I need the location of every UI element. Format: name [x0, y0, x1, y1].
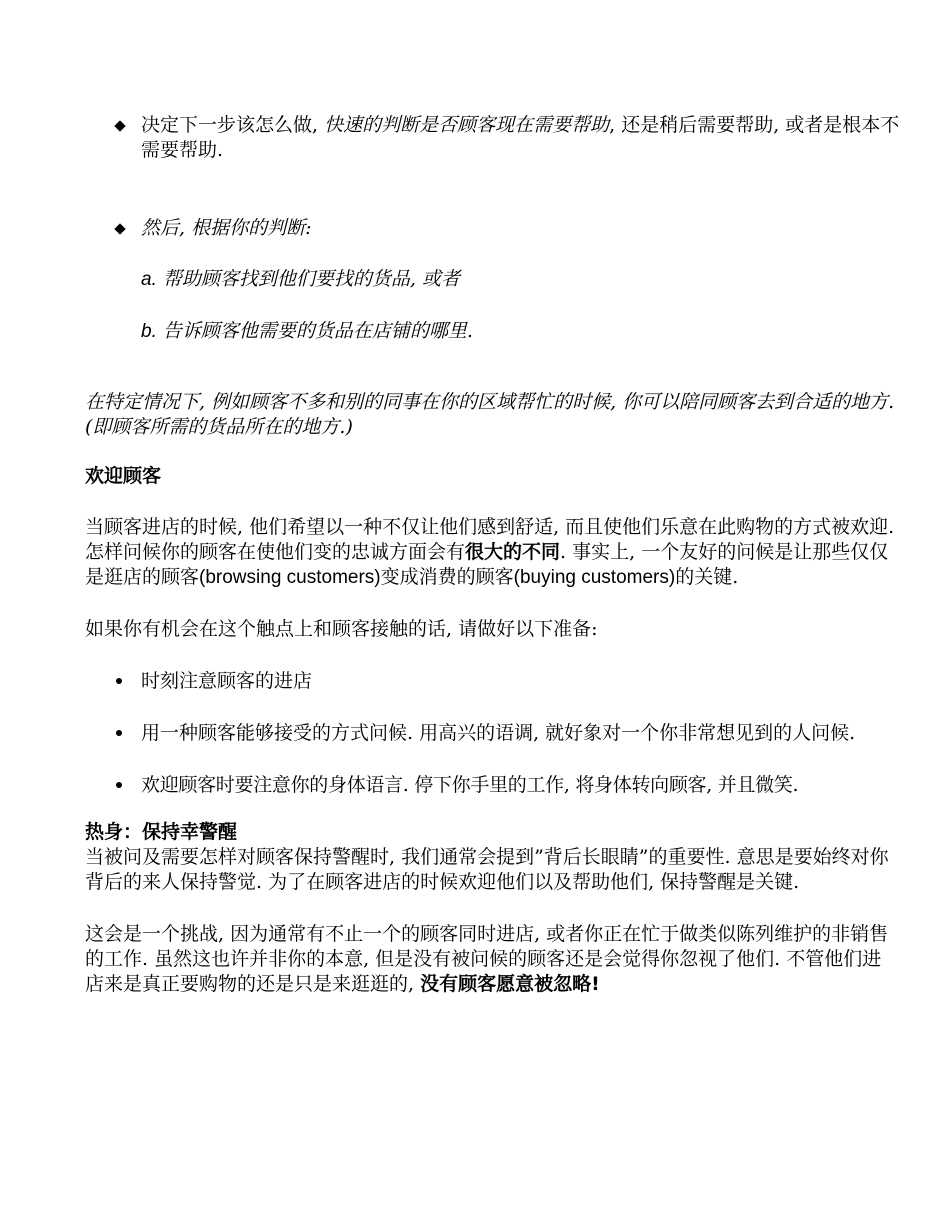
section-heading-alert: 热身：保持幸警醒: [85, 821, 238, 843]
alert-paragraph-1: 当被问及需要怎样对顾客保持警醒时, 我们通常会提到”背后长眼睛”的重要性. 意思是要始终对你背后的来人保持警觉. 为了在顾客进店的时候欢迎他们以及帮助他们, 保持警醒是关键.: [85, 846, 889, 893]
welcome-paragraph-1: [85, 515, 900, 590]
text-run: 当顾客进店的时候, 他们希望以一种不仅让他们感到舒适, 而且使他们乐意在此购物的方式被欢迎. 怎样问候你的顾客在使他们变的忠诚方面会有: [85, 516, 895, 563]
welcome-bullet: [85, 721, 900, 746]
dot-bullet-icon: [116, 678, 122, 684]
dot-bullet-icon: [116, 730, 122, 736]
welcome-bullet: [85, 669, 900, 694]
bullet-text-italic: 然后, 根据你的判断:: [141, 217, 312, 239]
bullet-decide-next-step: [85, 113, 900, 163]
english-term: (buying customers): [513, 567, 676, 588]
bullet-text: 时刻注意顾客的进店: [141, 670, 313, 692]
section-heading-welcome: 欢迎顾客: [85, 465, 162, 487]
bold-emphasis: 没有顾客愿意被忽略!: [420, 973, 600, 995]
sub-item-marker: b.: [141, 321, 157, 342]
english-term: (browsing customers): [199, 567, 381, 588]
diamond-bullet-icon: [114, 223, 125, 234]
bold-emphasis: 很大的不同: [465, 541, 561, 563]
text-run: 变成消费的顾客: [380, 566, 514, 588]
sub-item-a: [85, 267, 900, 292]
diamond-bullet-icon: [114, 120, 125, 131]
text-run: 的关键.: [675, 566, 739, 588]
bullet-text: 欢迎顾客时要注意你的身体语言. 停下你手里的工作, 将身体转向顾客, 并且微笑.: [141, 774, 799, 796]
bullet-text-italic: 快速的判断是否顾客现在需要帮助: [324, 114, 610, 136]
bullet-text-pre: 决定下一步该怎么做,: [141, 114, 325, 136]
bullet-text: 用一种顾客能够接受的方式问候. 用高兴的语调, 就好象对一个你非常想见到的人问候.: [141, 722, 856, 744]
document-page: [85, 113, 900, 997]
alert-paragraph-2: [85, 922, 900, 997]
text-run: . 事实上, 一个友好的问候是让那些仅仅是逛店的顾客: [85, 541, 889, 588]
welcome-paragraph-2: 如果你有机会在这个触点上和顾客接触的话, 请做好以下准备:: [85, 618, 598, 640]
sub-item-text: 告诉顾客他需要的货品在店铺的哪里.: [162, 320, 473, 342]
dot-bullet-icon: [116, 782, 122, 788]
bullet-then-judge: [85, 216, 900, 241]
sub-item-text: 帮助顾客找到他们要找的货品, 或者: [162, 268, 460, 290]
sub-item-b: [85, 319, 900, 344]
text-run: 这会是一个挑战, 因为通常有不止一个的顾客同时进店, 或者你正在忙于做类似陈列维护的非销售的工作. 虽然这也许并非你的本意, 但是没有被问候的顾客还是会觉得你忽视了他们. 不管他们进店来是真正要购物的还是只是来逛逛的,: [85, 923, 889, 995]
welcome-bullet: [85, 773, 900, 798]
italic-paragraph: 在特定情况下, 例如顾客不多和别的同事在你的区域帮忙的时候, 你可以陪同顾客去到合适的地方. (即顾客所需的货品所在的地方.): [85, 391, 895, 438]
bullet-text-post: , 还是稍后需要帮助, 或者是根本不需要帮助.: [141, 114, 900, 161]
sub-item-marker: a.: [141, 269, 157, 290]
